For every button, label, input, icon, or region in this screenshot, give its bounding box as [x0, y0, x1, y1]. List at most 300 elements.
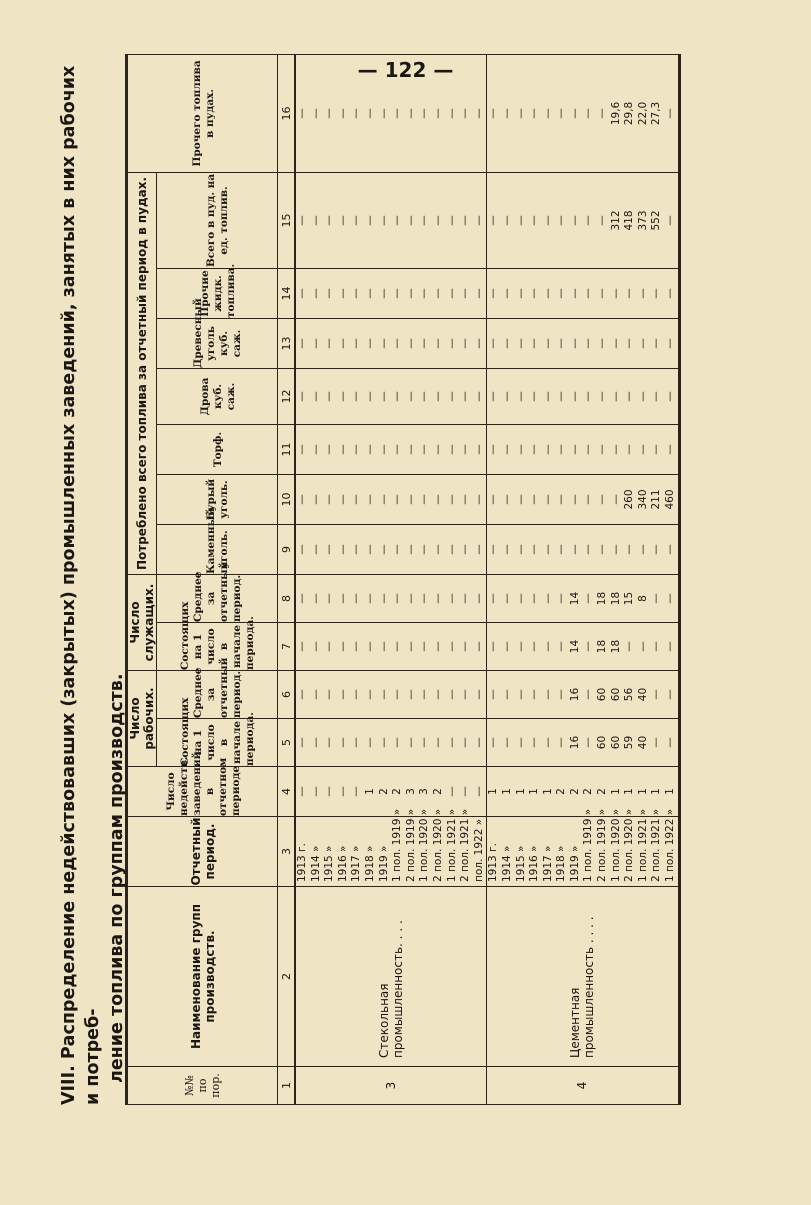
fuel-wood-list [487, 368, 679, 424]
table-cell: — [350, 391, 363, 402]
table-cell: — [636, 391, 649, 402]
period-list [295, 808, 487, 887]
table-cell: — [404, 737, 417, 748]
table-cell: — [363, 288, 376, 299]
table-cell: — [418, 544, 431, 555]
table-cell: — [459, 689, 472, 700]
fuel-peat-list [487, 424, 679, 474]
table-cell: — [500, 108, 513, 119]
table-cell: — [445, 786, 458, 797]
table-cell: — [336, 494, 349, 505]
table-cell: 60 [609, 735, 622, 750]
table-cell: 1 [487, 788, 500, 795]
table-cell: — [418, 641, 431, 652]
table-cell: — [350, 737, 363, 748]
period-label: 1917 » [350, 845, 363, 882]
table-cell: — [431, 689, 444, 700]
table-cell: — [377, 494, 390, 505]
table-cell: — [418, 737, 431, 748]
fuel-brown-list [487, 474, 679, 524]
table-cell: — [472, 108, 485, 119]
table-cell: — [296, 444, 308, 455]
table-cell: 22,0 [636, 101, 649, 126]
table-cell: — [363, 338, 376, 349]
table-cell: — [296, 288, 308, 299]
table-cell: — [296, 641, 308, 652]
table-cell: — [418, 108, 431, 119]
table-cell: — [636, 641, 649, 652]
header-employees: Число служащих. [127, 574, 157, 670]
table-cell: — [528, 641, 541, 652]
table-cell: 60 [596, 735, 609, 750]
table-cell: — [555, 215, 568, 226]
header-fuel-peat: Торф. [157, 424, 278, 474]
period-label: 1 пол. 1920 » [609, 808, 622, 882]
col-number: 12 [278, 368, 296, 424]
table-cell: — [391, 288, 404, 299]
table-cell: — [391, 391, 404, 402]
table-cell: 18 [596, 639, 609, 654]
table-cell: — [350, 544, 363, 555]
table-cell: 18 [609, 591, 622, 606]
table-cell: 56 [623, 687, 636, 702]
period-label: 1913 г. [296, 843, 308, 882]
table-cell: — [500, 494, 513, 505]
col-number: 5 [278, 719, 296, 767]
table-cell: — [568, 391, 581, 402]
table-cell: — [555, 391, 568, 402]
header-period: Отчетный период. [127, 817, 278, 887]
table-cell: — [514, 593, 527, 604]
table-cell: — [309, 737, 322, 748]
table-cell: — [582, 338, 595, 349]
table-cell: — [309, 108, 322, 119]
table-cell: — [363, 689, 376, 700]
table-cell: — [609, 494, 622, 505]
table-cell: — [445, 689, 458, 700]
table-cell: — [323, 288, 336, 299]
table-cell: — [391, 108, 404, 119]
table-cell: — [350, 494, 363, 505]
table-cell: — [568, 544, 581, 555]
table-cell: — [336, 689, 349, 700]
table-cell: — [514, 641, 527, 652]
table-cell: — [514, 288, 527, 299]
table-cell: — [609, 544, 622, 555]
employees-avg-list [487, 574, 679, 622]
table-cell: — [514, 215, 527, 226]
table-cell: 2 [391, 788, 404, 795]
table-cell: — [623, 391, 636, 402]
table-cell: — [296, 544, 308, 555]
table-cell: — [555, 108, 568, 119]
group-number: 3 [295, 1067, 487, 1105]
table-cell: — [404, 215, 417, 226]
table-cell: — [431, 444, 444, 455]
table-cell: — [472, 288, 485, 299]
table-cell: — [445, 108, 458, 119]
table-cell: — [650, 288, 663, 299]
table-cell: 1 [528, 788, 541, 795]
header-fuel-other: Прочего топлива в пудах. [127, 54, 278, 172]
table-cell: 40 [636, 735, 649, 750]
table-cell: — [459, 108, 472, 119]
table-cell: — [609, 288, 622, 299]
table-cell: — [391, 737, 404, 748]
table-cell: — [582, 641, 595, 652]
table-cell: — [323, 544, 336, 555]
table-cell: — [309, 786, 322, 797]
table-cell: — [431, 641, 444, 652]
col-number: 8 [278, 574, 296, 622]
period-label: 2 пол. 1921 » [459, 808, 472, 882]
table-cell: — [296, 494, 308, 505]
col-number: 1 [278, 1067, 296, 1105]
table-cell: — [609, 391, 622, 402]
table-cell: — [472, 737, 485, 748]
table-cell: — [418, 215, 431, 226]
table-cell: 27,3 [650, 101, 663, 126]
table-cell: 18 [596, 591, 609, 606]
table-cell: — [528, 444, 541, 455]
table-cell: — [418, 444, 431, 455]
header-closed-count: Число недейств. заведений в отчетном периоде [127, 767, 278, 817]
fuel-wood-list [295, 368, 487, 424]
table-cell: 60 [609, 687, 622, 702]
table-cell: — [445, 737, 458, 748]
table-cell: — [650, 338, 663, 349]
table-cell: — [472, 391, 485, 402]
table-cell: — [541, 215, 554, 226]
table-cell: 2 [377, 788, 390, 795]
period-label: 1917 » [541, 845, 554, 882]
fuel-coal-list [487, 524, 679, 574]
period-label: 1915 » [323, 845, 336, 882]
table-cell: — [472, 544, 485, 555]
table-cell: — [363, 641, 376, 652]
table-cell: — [582, 215, 595, 226]
table-cell: — [363, 215, 376, 226]
table-cell: — [363, 391, 376, 402]
table-cell: — [445, 641, 458, 652]
table-cell: — [350, 444, 363, 455]
table-cell: — [596, 108, 609, 119]
table-cell: 59 [623, 735, 636, 750]
group-row [487, 54, 679, 1104]
table-cell: — [664, 544, 677, 555]
table-cell: — [363, 108, 376, 119]
table-cell: 2 [582, 788, 595, 795]
table-cell: — [664, 593, 677, 604]
table-cell: — [418, 593, 431, 604]
table-cell: — [459, 593, 472, 604]
period-label: 1 пол. 1921 » [445, 808, 458, 882]
table-cell: — [296, 391, 308, 402]
table-cell: — [296, 786, 308, 797]
table-cell: — [487, 215, 500, 226]
closed-count-list [487, 767, 679, 817]
period-label: 2 пол. 1920 » [623, 808, 636, 882]
table-cell: — [309, 689, 322, 700]
table-cell: — [487, 689, 500, 700]
table-cell: — [459, 544, 472, 555]
table-cell: — [404, 391, 417, 402]
table-cell: — [350, 786, 363, 797]
header-fuel-liquid: Прочие жидк. топлива. [157, 268, 278, 318]
table-cell: — [377, 215, 390, 226]
fuel-peat-list [295, 424, 487, 474]
table-cell: — [336, 737, 349, 748]
table-cell: — [650, 737, 663, 748]
period-list [487, 808, 679, 887]
table-cell: 60 [596, 687, 609, 702]
table-cell: — [472, 641, 485, 652]
table-cell: — [418, 391, 431, 402]
table-cell: — [350, 215, 363, 226]
table-cell: 260 [623, 489, 636, 510]
table-cell: — [309, 593, 322, 604]
table-cell: — [296, 338, 308, 349]
table-cell: — [445, 391, 458, 402]
table-cell: — [309, 641, 322, 652]
table-cell: — [596, 544, 609, 555]
table-cell: — [596, 288, 609, 299]
table-cell: — [309, 288, 322, 299]
table-cell: — [487, 391, 500, 402]
table-cell: — [664, 444, 677, 455]
table-cell: — [500, 544, 513, 555]
table-cell: — [377, 338, 390, 349]
table-cell: — [323, 737, 336, 748]
table-cell: — [528, 215, 541, 226]
col-number: 9 [278, 524, 296, 574]
period-label: 1916 » [528, 845, 541, 882]
col-number: 13 [278, 318, 296, 368]
table-cell: — [363, 593, 376, 604]
header-num: №№ по пор. [127, 1067, 278, 1105]
table-cell: — [377, 593, 390, 604]
table-cell: — [445, 494, 458, 505]
table-cell: — [472, 494, 485, 505]
table-cell: — [309, 494, 322, 505]
table-cell: — [664, 215, 677, 226]
period-label: 1918 » [555, 845, 568, 882]
table-cell: — [336, 215, 349, 226]
table-cell: 1 [664, 788, 677, 795]
table-cell: 2 [596, 788, 609, 795]
table-cell: 1 [609, 788, 622, 795]
table-cell: — [336, 544, 349, 555]
table-cell: 15 [623, 591, 636, 606]
col-number: 7 [278, 623, 296, 671]
workers-start-list [295, 719, 487, 767]
page-number: — 122 — [357, 58, 454, 82]
table-cell: — [296, 737, 308, 748]
table-cell: 18 [609, 639, 622, 654]
table-cell: — [582, 544, 595, 555]
table-cell: — [323, 391, 336, 402]
table-cell: — [363, 444, 376, 455]
table-cell: — [459, 288, 472, 299]
table-cell: — [391, 641, 404, 652]
table-cell: — [404, 444, 417, 455]
header-fuel-brown: Бурый уголь. [157, 474, 278, 524]
table-cell: — [636, 338, 649, 349]
table-title [57, 55, 127, 1105]
table-cell: — [555, 641, 568, 652]
statistics-table [125, 54, 681, 1105]
table-cell: — [336, 338, 349, 349]
fuel-coal-list [295, 524, 487, 574]
table-cell: — [431, 391, 444, 402]
table-cell: — [514, 338, 527, 349]
table-cell: 3 [418, 788, 431, 795]
col-number: 14 [278, 268, 296, 318]
period-label: 1914 » [500, 845, 513, 882]
table-cell: — [336, 288, 349, 299]
table-cell: — [404, 494, 417, 505]
table-cell: — [541, 391, 554, 402]
table-cell: 460 [664, 489, 677, 510]
table-cell: — [568, 338, 581, 349]
table-cell: — [555, 544, 568, 555]
table-cell: — [309, 444, 322, 455]
group-name: Стекольная промышленность. . . . [295, 887, 487, 1067]
table-cell: — [623, 544, 636, 555]
table-cell: — [582, 737, 595, 748]
title-line-2: ление топлива по группам производств. [107, 673, 127, 1083]
table-cell: 8 [636, 595, 649, 602]
table-cell: — [350, 593, 363, 604]
table-cell: — [350, 641, 363, 652]
table-cell: — [323, 444, 336, 455]
table-cell: — [528, 391, 541, 402]
table-cell: — [623, 641, 636, 652]
table-cell: — [541, 593, 554, 604]
table-cell: — [336, 786, 349, 797]
table-cell: — [472, 786, 485, 797]
table-cell: — [596, 215, 609, 226]
table-cell: — [323, 593, 336, 604]
table-cell: — [431, 494, 444, 505]
table-cell: — [323, 786, 336, 797]
header-group-name: Наименование групп производств. [127, 887, 278, 1067]
table-cell: — [487, 544, 500, 555]
table-cell: — [391, 494, 404, 505]
title-line-1: VIII. Распределение недействовавших (закрытых) промышленных заведений, занятых в них рабочих и потреб- [59, 65, 103, 1105]
table-cell: — [555, 593, 568, 604]
table-cell: — [472, 338, 485, 349]
table-cell: — [541, 494, 554, 505]
table-cell: — [500, 689, 513, 700]
table-cell: — [296, 215, 308, 226]
table-cell: 2 [568, 788, 581, 795]
table-cell: — [500, 444, 513, 455]
header-fuel-total: Всего в пуд. на ед. топлив. [157, 172, 278, 268]
table-cell: — [609, 338, 622, 349]
table-cell: — [391, 215, 404, 226]
table-cell: — [528, 108, 541, 119]
table-cell: — [541, 108, 554, 119]
table-cell: — [487, 641, 500, 652]
period-label: 1913 г. [487, 843, 500, 882]
col-number: 4 [278, 767, 296, 817]
table-cell: — [404, 338, 417, 349]
period-label: 1916 » [336, 845, 349, 882]
period-label: 1919 » [568, 845, 581, 882]
table-cell: — [514, 444, 527, 455]
header-workers: Число рабочих. [127, 671, 157, 767]
table-cell: — [445, 288, 458, 299]
table-cell: — [500, 737, 513, 748]
table-cell: — [487, 593, 500, 604]
table-cell: — [582, 593, 595, 604]
rotated-table-page [57, 55, 747, 1105]
table-cell: — [418, 288, 431, 299]
table-cell: — [514, 108, 527, 119]
table-cell: — [459, 215, 472, 226]
table-cell: — [487, 444, 500, 455]
table-cell: — [377, 544, 390, 555]
table-cell: — [404, 288, 417, 299]
table-cell: — [487, 288, 500, 299]
table-cell: — [568, 288, 581, 299]
table-cell: — [418, 338, 431, 349]
table-cell: — [391, 444, 404, 455]
table-cell: 1 [650, 788, 663, 795]
table-cell: — [541, 641, 554, 652]
table-cell: — [350, 288, 363, 299]
col-number: 11 [278, 424, 296, 474]
table-cell: 40 [636, 687, 649, 702]
table-cell: — [445, 444, 458, 455]
table-cell: 2 [555, 788, 568, 795]
table-cell: — [431, 593, 444, 604]
employees-avg-list [295, 574, 487, 622]
table-cell: — [391, 689, 404, 700]
fuel-other-list [487, 54, 679, 172]
fuel-total-list [487, 172, 679, 268]
table-cell: — [555, 689, 568, 700]
fuel-brown-list [295, 474, 487, 524]
table-cell: 1 [623, 788, 636, 795]
table-cell: — [541, 689, 554, 700]
header-workers-start: Состоящих на 1 число в начале периода. [157, 719, 278, 767]
table-cell: — [650, 593, 663, 604]
table-cell: 16 [568, 735, 581, 750]
table-cell: 1 [636, 788, 649, 795]
table-cell: — [487, 108, 500, 119]
employees-start-list [487, 623, 679, 671]
table-cell: — [582, 444, 595, 455]
table-cell: — [528, 288, 541, 299]
table-cell: — [323, 641, 336, 652]
table-cell: — [445, 215, 458, 226]
table-cell: — [582, 288, 595, 299]
table-cell: — [541, 544, 554, 555]
header-fuel-coal: Каменный уголь. [157, 524, 278, 574]
table-cell: — [445, 544, 458, 555]
table-cell: — [309, 338, 322, 349]
workers-start-list [487, 719, 679, 767]
fuel-other-list [295, 54, 487, 172]
table-cell: — [377, 444, 390, 455]
table-cell: — [431, 737, 444, 748]
table-cell: — [500, 641, 513, 652]
table-cell: — [623, 444, 636, 455]
table-cell: 1 [514, 788, 527, 795]
table-cell: 29,8 [623, 101, 636, 126]
